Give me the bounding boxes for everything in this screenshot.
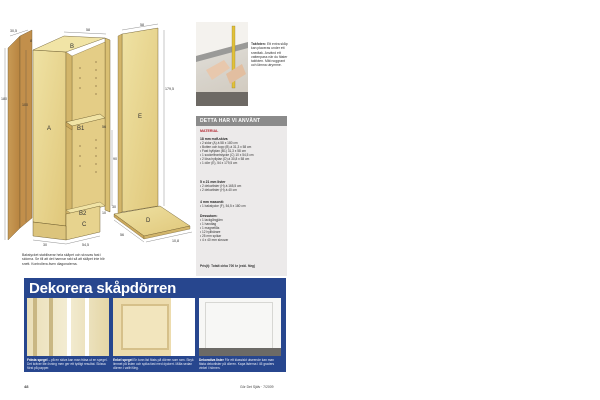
dim-depth-top: 30,5 — [10, 29, 17, 33]
dim-lower: 10 — [102, 211, 106, 215]
list-item-text: 1 magnetlås — [202, 226, 220, 231]
groove — [85, 298, 89, 356]
list-item: • 4 x 40 mm skruvar — [200, 238, 229, 243]
moulding-frame — [205, 302, 273, 350]
dim-total-height: 180 — [1, 97, 7, 101]
diagram-caption-text: Bakstycket stabiliserar hela skåpet och skruvas fast i sidorna. Se till att det hamnar rakt så att skåpet inte blir snett. Kontrollera även diagonalerna. — [22, 253, 105, 266]
list-item: • 1 magnetlås — [200, 226, 220, 231]
list-item-text: 12 hyllbärare — [202, 230, 221, 235]
groove — [33, 298, 37, 356]
list-item: • 25 mm spikar — [200, 234, 222, 239]
label-part-b2: B2 — [79, 211, 87, 217]
list-item: • Botten och topp (B) à 31,3 x 58 cm — [200, 145, 252, 150]
photo-caption-text: Ett extra skåp kan placeras under ett snedtak. Använd ett vattenpass när du fäster takfoten. Mät noggrant och lämna utrymme. — [251, 42, 288, 68]
magazine-footer: Gör Det Själv · 7/2009 — [240, 385, 274, 389]
dim-bottom: 30 — [43, 243, 47, 247]
list-item: • 2 dekorlister (H) à 40 cm — [200, 188, 237, 193]
list-item-text: 1 dörr (E), 54 x 179,5 cm — [202, 161, 238, 166]
section-mdf — [200, 137, 284, 165]
dim-side-height: 179,5 — [165, 87, 174, 91]
groove — [67, 298, 71, 356]
door-sample-moulding — [199, 298, 281, 356]
dim-small: 10,8 — [172, 239, 179, 243]
label-part-a: A — [47, 126, 52, 132]
inset-frame — [121, 304, 169, 350]
dim-side-width: 58 — [140, 23, 144, 27]
dim-base-plate: 56 — [120, 233, 124, 237]
diagram-caption — [22, 253, 106, 266]
list-item: • 2 dekorlister (H) à 165,5 cm — [200, 184, 242, 189]
list-item-text: 2 dekorlister (H) à 40 cm — [202, 188, 237, 193]
tile-caption-title: Frästa spegel — [27, 358, 48, 362]
label-part-d: D — [146, 218, 151, 224]
dim-mid: 56 — [102, 125, 106, 129]
white-panel — [171, 298, 195, 356]
list-item: • 2 sidor (A) à 58 x 180 cm — [200, 141, 238, 146]
list-item-text: 1 bakstycke (F), 54,5 x 180 cm — [202, 204, 246, 209]
dim-width-top: 58 — [86, 28, 90, 32]
cabinet-exploded-diagram — [0, 0, 200, 260]
tile-caption — [199, 358, 281, 370]
label-part-c: C — [82, 222, 87, 228]
door-sample-milled — [27, 298, 109, 356]
infobox-heading: DETTA HAR VI ANVÄNT — [196, 116, 287, 126]
tile-caption — [27, 358, 109, 370]
list-item-text: 1 handtag — [202, 222, 217, 227]
photo-ceiling-install — [196, 22, 248, 106]
list-item: • 1 handtag — [200, 222, 217, 227]
list-item-text: 2 lösa hyllplan (D) à 30,8 x 58 cm — [202, 157, 250, 162]
list-item: • 1 bakstycke (F), 54,5 x 180 cm — [200, 204, 246, 209]
photo-caption-title: Takfoten: — [251, 42, 267, 46]
list-item-text: Fast hyllplan (B1) 31,3 x 58 cm — [202, 149, 246, 154]
dim-base-depth: 30 — [112, 205, 116, 209]
dim-small-top: 8 — [30, 39, 32, 43]
photo-caption — [251, 42, 291, 68]
list-item: • 1 dörr (E), 54 x 179,5 cm — [200, 161, 238, 166]
cabinet-body — [33, 36, 110, 240]
dim-base-width: 54,5 — [82, 243, 89, 247]
tile-caption-title: Enkel spegel — [113, 358, 133, 362]
tile-caption-title: Dekorativa lister — [199, 358, 224, 362]
list-item-text: 25 mm spikar — [202, 234, 222, 239]
door-panel — [118, 28, 158, 214]
tile-caption — [113, 358, 195, 370]
dim-shelf-height: 90 — [113, 157, 117, 161]
section-masonit — [200, 200, 284, 208]
label-part-b: B — [70, 44, 75, 50]
list-item: • 12 hyllbärare — [200, 230, 221, 235]
list-item-text: 4 x 40 mm skruvar — [202, 238, 229, 243]
list-item-text: 2 sidor (A) à 58 x 180 cm — [202, 141, 238, 146]
label-part-b1: B1 — [77, 126, 85, 132]
list-item-text: 1 sockelfrontstycke (C) 10 x 54,5 cm — [202, 153, 254, 158]
tile-caption-text: – på en skiva kan man fräsa ut en spegel. Det kräver lite övning men ger ett tydligt resultat. Skissa först på papper. — [27, 358, 108, 371]
list-item-text: 2 dekorlister (H) à 165,5 cm — [202, 184, 242, 189]
back-panel — [8, 30, 32, 240]
dim-inner-height: 100 — [22, 103, 28, 107]
material-label: MATERIAL — [200, 129, 219, 133]
list-item-text: Botten och topp (B) à 31,3 x 58 cm — [202, 145, 252, 150]
section-lister — [200, 180, 284, 192]
materials-infobox — [196, 116, 287, 276]
section-dessutom — [200, 214, 284, 242]
photo-illustration — [196, 22, 248, 106]
list-item: • Fast hyllplan (B1) 31,3 x 58 cm — [200, 149, 246, 154]
tile-caption-text: En tunn list fästs på dörren som ram. Stryk limmet på listen och spika fast med dyckert. Måla sedan dörren i valfri färg. — [113, 358, 194, 371]
floor-strip — [199, 348, 281, 356]
list-item: • 1 lackgångjärn — [200, 218, 223, 223]
decorate-door-panel — [24, 278, 286, 372]
list-item-text: 1 lackgångjärn — [202, 218, 223, 223]
section-title: Dessutom: — [200, 214, 218, 218]
section-title: 18 mm mdf-skiva — [200, 137, 228, 141]
page-number: 48 — [24, 384, 29, 389]
groove — [49, 298, 53, 356]
list-item: • 1 sockelfrontstycke (C) 10 x 54,5 cm — [200, 153, 254, 158]
section-title: 4 mm masonit: — [200, 200, 224, 204]
list-item: • 2 lösa hyllplan (D) à 30,8 x 58 cm — [200, 157, 250, 162]
panel-title: Dekorera skåpdörren — [29, 280, 177, 297]
section-title: 5 x 21 mm lister — [200, 180, 226, 184]
label-part-e: E — [138, 114, 143, 120]
price-line: Pris(t): Totalt cirka 700 kr (exkl. färg) — [200, 264, 256, 268]
door-sample-simple — [113, 298, 195, 356]
tile-caption-text: För ett klassiskt utseende kan man fästa dekorlister på dörren. Kapa listerna i 45 graders vinkel i hörnen. — [199, 358, 275, 371]
